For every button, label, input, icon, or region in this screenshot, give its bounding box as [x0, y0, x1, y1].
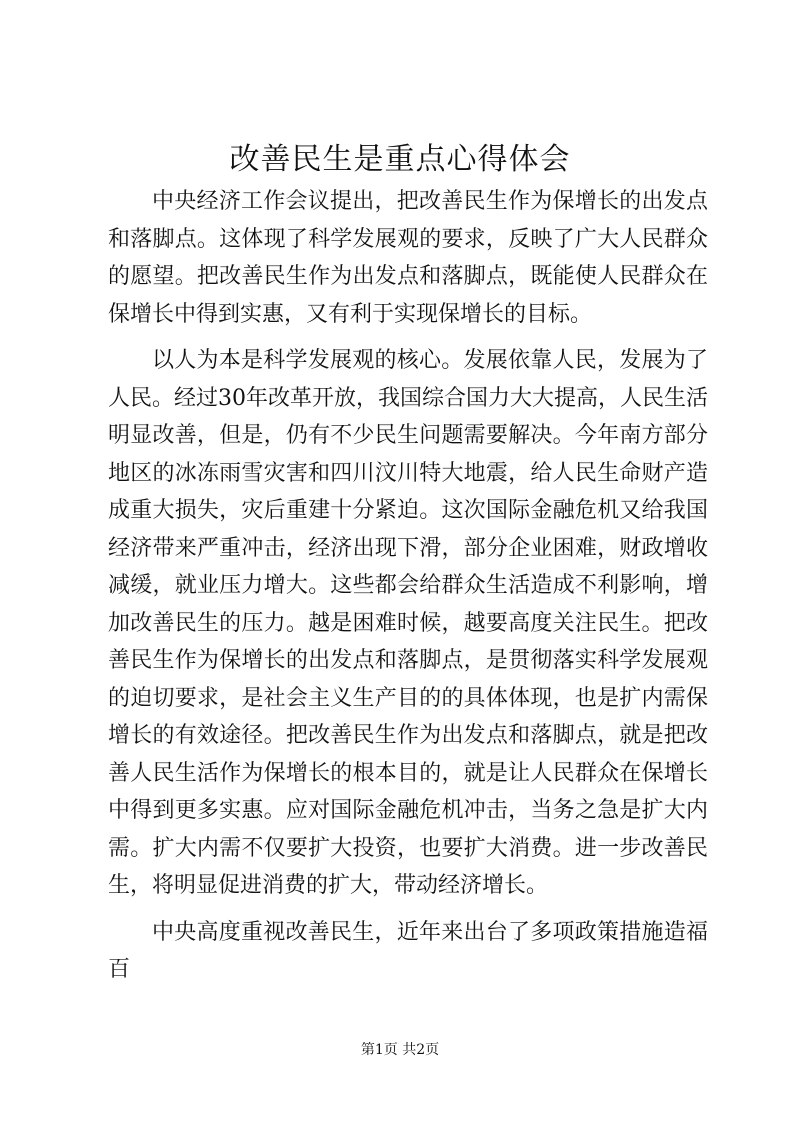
page-footer: 第1页 共2页 — [360, 1042, 440, 1058]
document-title: 改善民生是重点心得体会 — [229, 142, 571, 177]
paragraph-1: 中央经济工作会议提出，把改善民生作为保增长的出发点和落脚点。这体现了科学发展观的要求，反映了广大人民群众的愿望。把改善民生作为出发点和落脚点，既能使人民群众在保增长中得到实惠，又有利于实现保增长的目标。 — [108, 189, 708, 327]
document-body — [108, 183, 708, 998]
paragraph-3: 中央高度重视改善民生，近年来出台了多项政策措施造福百 — [108, 919, 708, 982]
paragraph-2: 以人为本是科学发展观的核心。发展依靠人民，发展为了人民。经过30年改革开放，我国综合国力大大提高，人民生活明显改善，但是，仍有不少民生问题需要解决。今年南方部分地区的冰冻雨雪灾害和四川汶川特大地震，给人民生命财产造成重大损失，灾后重建十分紧迫。这次国际金融危机又给我国经济带来严重冲击，经济出现下滑，部分企业困难，财政增收减缓，就业压力增大。这些都会给群众生活造成不利影响，增加改善民生的压力。越是困难时候，越要高度关注民生。把改善民生作为保增长的出发点和落脚点，是贯彻落实科学发展观的迫切要求，是社会主义生产目的的具体体现，也是扩内需保增长的有效途径。把改善民生作为出发点和落脚点，就是把改善人民生活作为保增长的根本目的，就是让人民群众在保增长中得到更多实惠。应对国际金融危机冲击，当务之急是扩大内需。扩大内需不仅要扩大投资，也要扩大消费。进一步改善民生，将明显促进消费的扩大，带动经济增长。 — [108, 348, 708, 898]
